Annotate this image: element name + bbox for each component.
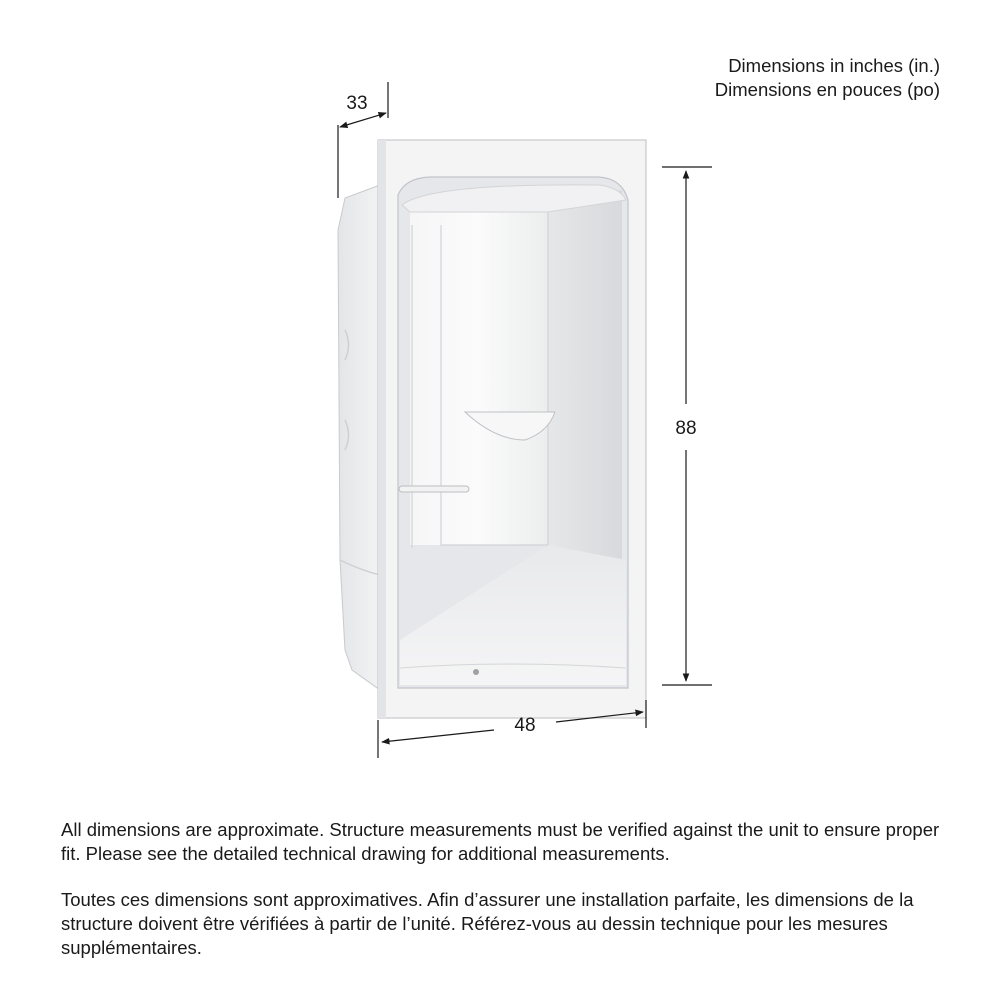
shower-back-wall: [410, 210, 548, 545]
shower-unit: [338, 140, 646, 718]
width-label: 48: [514, 715, 536, 736]
disclaimer-fr: Toutes ces dimensions sont approximatives. Afin d’assurer une installation parfaite, les dimensions de la structure doivent être vérifiées à partir de l’unité. Référez-vous au dessin technique pour les mesures supplémentaires.: [61, 889, 914, 958]
depth-label: 33: [346, 93, 368, 114]
units-label-en: Dimensions in inches (in.): [728, 55, 940, 76]
shower-side-shell: [338, 185, 380, 690]
height-dimension: [662, 167, 712, 685]
units-label-fr: Dimensions en pouces (po): [714, 79, 940, 100]
shower-drain: [473, 669, 479, 675]
shower-flange-edge: [378, 140, 386, 718]
disclaimer-en: All dimensions are approximate. Structure measurements must be verified against the unit to ensure proper fit. Please see the detailed technical drawing for additional measurements.: [61, 819, 940, 864]
shower-right-wall: [548, 190, 622, 560]
disclaimer-notes: [61, 818, 961, 982]
height-label: 88: [675, 418, 697, 439]
shower-grab-bar: [399, 486, 469, 492]
